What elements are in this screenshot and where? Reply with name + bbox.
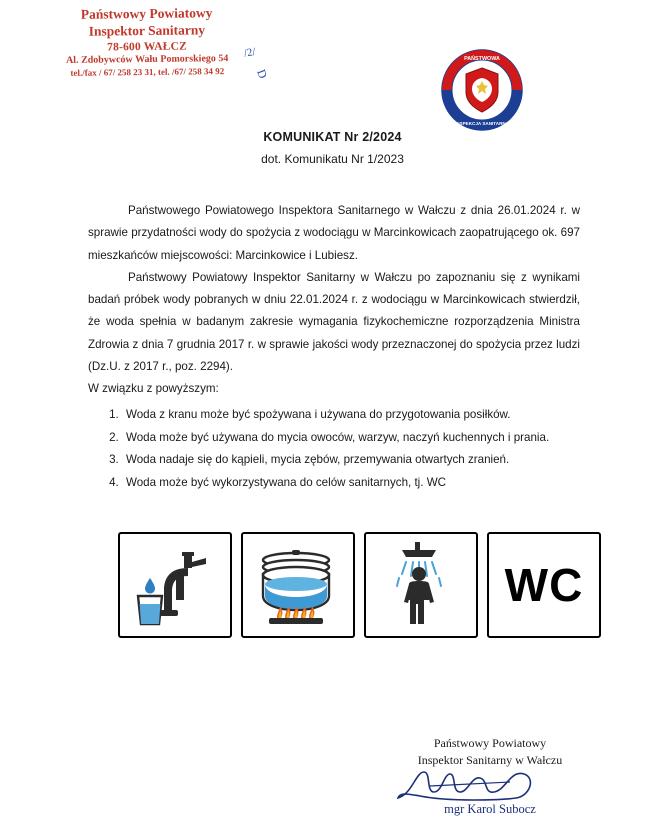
wc-label: WC <box>504 559 584 611</box>
svg-text:PAŃSTWOWA: PAŃSTWOWA <box>464 56 500 62</box>
sanitary-inspection-emblem-icon <box>440 48 524 132</box>
signature-line-1: Państwowy Powiatowy <box>433 736 547 750</box>
stamp-line-1: Państwowy Powiatowy <box>80 5 213 22</box>
list-item: 3. Woda nadaje się do kąpieli, mycia zębów, przemywania otwartych zranień. <box>122 449 588 472</box>
signature-block <box>360 736 620 817</box>
svg-text:INSPEKCJA SANITARNA: INSPEKCJA SANITARNA <box>454 121 510 126</box>
recommendations-list <box>88 404 588 494</box>
handwritten-annotation-2: D <box>254 67 271 81</box>
page-subtitle: dot. Komunikatu Nr 1/2023 <box>261 152 404 166</box>
shower-person-icon <box>364 532 478 638</box>
signature-name: mgr Karol Subocz <box>444 802 536 816</box>
document-body <box>88 200 580 378</box>
list-intro-text: W związku z powyższym: <box>88 382 219 395</box>
handwritten-signature-icon <box>390 762 590 808</box>
pot-on-stove-icon <box>241 532 355 638</box>
list-item: 4. Woda może być wykorzystywana do celów sanitarnych, tj. WC <box>122 472 588 495</box>
handwritten-annotation: /2/ <box>243 45 258 60</box>
list-item: 1. Woda z kranu może być spożywana i używana do przygotowania posiłków. <box>122 404 588 427</box>
stamp-line-2: Inspektor Sanitarny <box>88 22 206 39</box>
list-item: 2. Woda może być używana do mycia owoców, warzyw, naczyń kuchennych i prania. <box>122 427 588 450</box>
office-stamp <box>32 5 271 81</box>
page-title: KOMUNIKAT Nr 2/2024 <box>263 130 402 144</box>
wc-icon <box>487 532 601 638</box>
stamp-line-3: 78-600 WAŁCZ <box>107 40 188 54</box>
stamp-line-5: tel./fax / 67/ 258 23 31, tel. /67/ 258 34 92 <box>70 65 225 78</box>
document-title-block <box>0 130 665 166</box>
signature-line-2: Inspektor Sanitarny w Wałczu <box>417 753 563 767</box>
stamp-line-4: Al. Zdobywców Wału Pomorskiego 54 <box>65 53 229 67</box>
paragraph-2: Państwowy Powiatowy Inspektor Sanitarny w Wałczu po zapoznaniu się z wynikami badań próbek wody pobranych w dniu 22.01.2024 r. z wodociągu w Marcinkowicach stwierdził, że woda spełnia w badanym zakresie wymagania fizykochemiczne rozporządzenia Ministra Zdrowia z dnia 7 grudnia 2017 r. w sprawie jakości wody przeznaczonej do spożycia przez ludzi (Dz.U. z 2017 r., poz. 2294). <box>88 270 580 373</box>
paragraph-1: Państwowego Powiatowego Inspektora Sanitarnego w Wałczu z dnia 26.01.2024 r. w sprawie przydatności wody do spożycia z wodociągu w Marcinkowicach zaopatrującego ok. 697 mieszkańców miejscowości: Marcinkowice i Lubiesz. <box>88 204 580 262</box>
pictogram-row <box>118 532 601 638</box>
tap-with-glass-icon <box>118 532 232 638</box>
